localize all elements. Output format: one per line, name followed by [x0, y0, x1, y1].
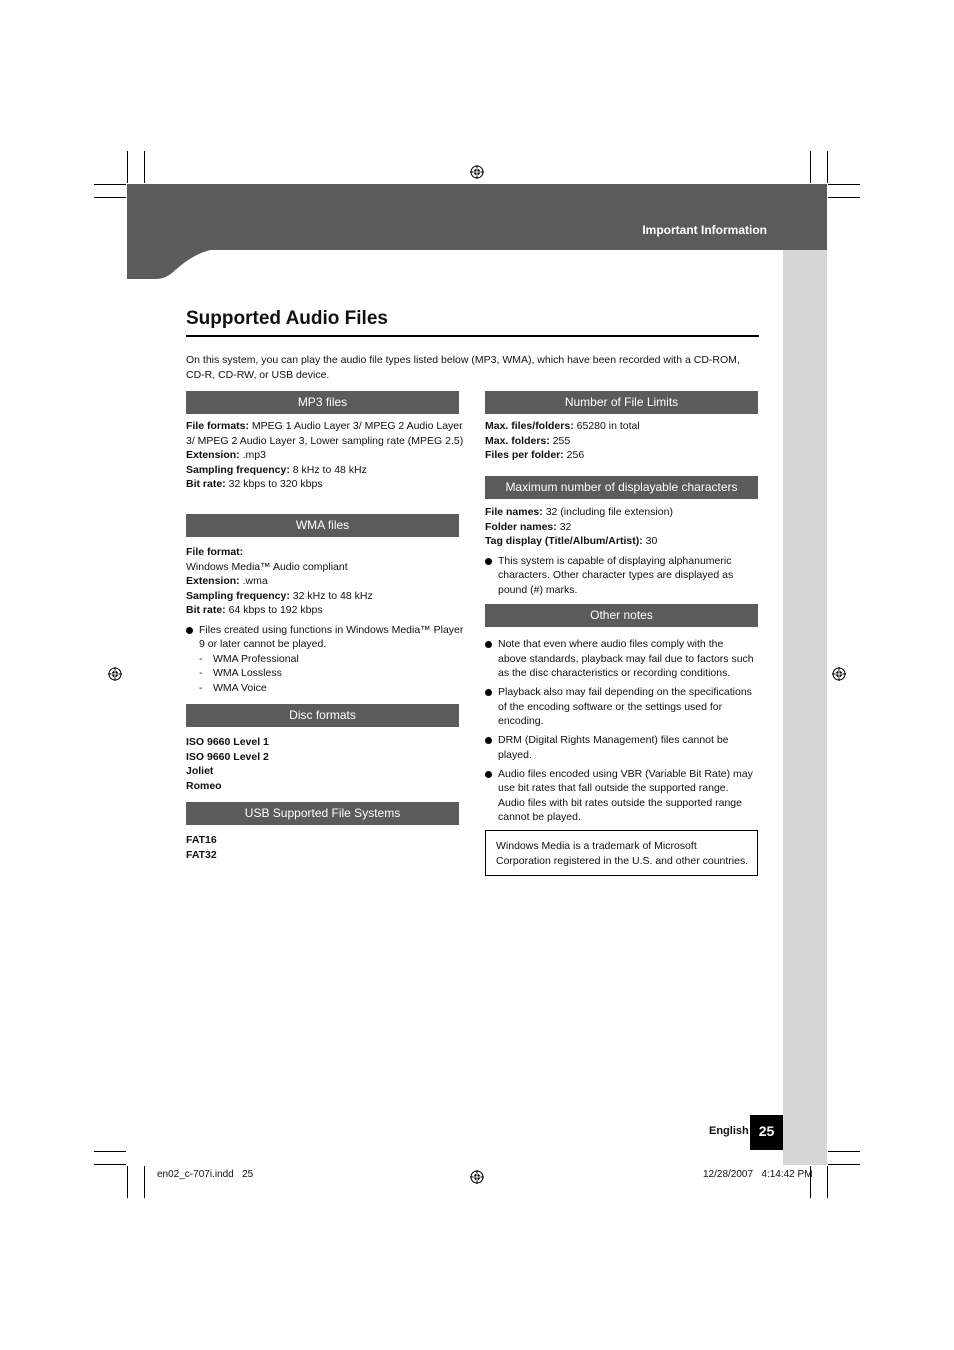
- disc-format-item: ISO 9660 Level 1: [186, 736, 269, 748]
- note-line: as the disc characteristics or recording conditions.: [498, 667, 731, 679]
- spec-value: 65280 in total: [573, 420, 640, 432]
- spec-value: 32 kHz to 48 kHz: [289, 589, 373, 602]
- spec-label: Max. folders:: [485, 434, 550, 447]
- disc-formats-list: [186, 735, 386, 793]
- usb-heading: USB Supported File Systems: [186, 802, 459, 825]
- wma-excluded-item: - WMA Voice: [199, 681, 267, 694]
- spec-label: Max. files/folders:: [485, 420, 574, 432]
- disc-format-item: Romeo: [186, 779, 222, 792]
- spec-label: File formats:: [186, 420, 250, 432]
- crop-mark: [94, 197, 126, 198]
- other-notes-heading: Other notes: [485, 604, 758, 627]
- note-line: above standards, playback may fail due to factors such: [498, 652, 754, 665]
- spec-label: File names:: [485, 506, 543, 518]
- wma-specs: [186, 545, 466, 695]
- trademark-line: Corporation registered in the U.S. and other countries.: [496, 854, 749, 867]
- chars-specs: [485, 505, 765, 597]
- spec-value: 30: [642, 535, 658, 547]
- bullet-icon: [485, 771, 492, 778]
- spec-value: 3/ MPEG 2 Audio Layer 3, Lower sampling rate (MPEG 2.5): [186, 434, 464, 447]
- note-line: played.: [498, 748, 532, 761]
- side-thumb-bar: [783, 250, 827, 1165]
- footer-timestamp: 12/28/2007 4:14:42 PM: [703, 1169, 813, 1180]
- note-line: encoding.: [498, 715, 544, 727]
- registration-mark-icon: [832, 667, 846, 681]
- title-rule: [186, 335, 759, 337]
- chars-note: [485, 554, 765, 598]
- spec-value: .wma: [239, 575, 268, 587]
- other-note: [485, 767, 765, 825]
- other-note: [485, 733, 765, 762]
- note-line: characters. Other character types are displayed as: [498, 569, 734, 581]
- crop-mark: [810, 151, 811, 183]
- wma-excluded-item: - WMA Lossless: [199, 667, 282, 679]
- registration-mark-icon: [108, 667, 122, 681]
- wma-note: [186, 623, 466, 652]
- spec-value: .mp3: [239, 449, 266, 461]
- note-line: Files created using functions in Windows Media™ Player: [199, 623, 464, 636]
- note-line: 9 or later cannot be played.: [199, 638, 327, 650]
- usb-filesystems-list: [186, 833, 386, 862]
- crop-mark: [144, 1166, 145, 1198]
- note-line: cannot be played.: [498, 811, 581, 823]
- disc-heading: Disc formats: [186, 704, 459, 727]
- spec-label: Sampling frequency:: [186, 463, 290, 476]
- crop-mark: [827, 151, 828, 183]
- other-note: [485, 637, 765, 681]
- spec-label: Sampling frequency:: [186, 589, 290, 602]
- other-note: [485, 685, 765, 729]
- bullet-icon: [485, 558, 492, 565]
- note-line: Audio files encoded using VBR (Variable Bit Rate) may: [498, 767, 753, 780]
- spec-label: Bit rate:: [186, 604, 226, 616]
- note-line: DRM (Digital Rights Management) files cannot be: [498, 734, 729, 746]
- spec-label: Extension:: [186, 575, 240, 587]
- usb-filesystem-item: FAT16: [186, 834, 217, 846]
- excluded-format: WMA Lossless: [213, 667, 282, 679]
- mp3-specs: [186, 419, 466, 492]
- limits-specs: [485, 419, 765, 463]
- crop-mark: [828, 1151, 860, 1152]
- excluded-format: WMA Professional: [213, 652, 299, 665]
- note-line: use bit rates that fall outside the supported range.: [498, 782, 729, 794]
- spec-label: Files per folder:: [485, 449, 564, 461]
- intro-paragraph: On this system, you can play the audio file types listed below (MP3, WMA), which have been recorded with a CD-ROM, CD-R, CD-RW, or USB device.: [186, 354, 740, 381]
- registration-mark-icon: [470, 1170, 484, 1184]
- spec-label: Bit rate:: [186, 478, 226, 490]
- header-band: [127, 184, 827, 250]
- spec-value: 64 kbps to 192 kbps: [225, 604, 323, 616]
- header-tab-decoration: [127, 249, 217, 279]
- bullet-icon: [485, 641, 492, 648]
- section-title: Important Information: [642, 223, 767, 237]
- note-line: of the encoding software or the settings used for: [498, 700, 723, 713]
- mp3-heading: MP3 files: [186, 391, 459, 414]
- note-line: Note that even where audio files comply with the: [498, 638, 724, 650]
- disc-format-item: ISO 9660 Level 2: [186, 750, 269, 763]
- chars-heading: Maximum number of displayable characters: [485, 476, 758, 499]
- crop-mark: [828, 184, 860, 185]
- language-label: English: [709, 1125, 749, 1137]
- trademark-notice: [485, 830, 758, 876]
- crop-mark: [828, 1164, 860, 1165]
- registration-mark-icon: [470, 165, 484, 179]
- spec-value: MPEG 1 Audio Layer 3/ MPEG 2 Audio Layer: [249, 420, 463, 432]
- crop-mark: [127, 1166, 128, 1198]
- page-number: 25: [750, 1115, 783, 1150]
- crop-mark: [94, 184, 126, 185]
- footer-filename: en02_c-707i.indd 25: [157, 1169, 254, 1180]
- other-notes-list: [485, 637, 765, 825]
- spec-label: Tag display (Title/Album/Artist):: [485, 535, 643, 547]
- note-line: This system is capable of displaying alphanumeric: [498, 554, 732, 567]
- page-title: Supported Audio Files: [186, 308, 388, 329]
- crop-mark: [94, 1151, 126, 1152]
- crop-mark: [127, 151, 128, 183]
- crop-mark: [828, 197, 860, 198]
- spec-value: 8 kHz to 48 kHz: [289, 463, 367, 476]
- spec-label: Folder names:: [485, 520, 557, 533]
- usb-filesystem-item: FAT32: [186, 848, 217, 861]
- spec-value: 256: [563, 449, 585, 461]
- wma-heading: WMA files: [186, 514, 459, 537]
- trademark-line: Windows Media is a trademark of Microsoft: [496, 840, 697, 852]
- disc-format-item: Joliet: [186, 765, 214, 777]
- note-line: Playback also may fail depending on the specifications: [498, 686, 752, 698]
- spec-label: File format:: [186, 546, 244, 558]
- spec-label: Extension:: [186, 449, 240, 461]
- crop-mark: [144, 151, 145, 183]
- crop-mark: [827, 1166, 828, 1198]
- bullet-icon: [485, 689, 492, 696]
- spec-value: 32 kbps to 320 kbps: [225, 478, 323, 490]
- wma-excluded-item: - WMA Professional: [199, 652, 299, 665]
- crop-mark: [94, 1164, 126, 1165]
- spec-value: 255: [549, 434, 571, 447]
- bullet-icon: [186, 627, 193, 634]
- spec-value: Windows Media™ Audio compliant: [186, 560, 348, 573]
- note-line: Audio files with bit rates outside the supported range: [498, 796, 742, 809]
- spec-value: 32 (including file extension): [542, 506, 673, 518]
- note-line: pound (#) marks.: [498, 583, 578, 596]
- limits-heading: Number of File Limits: [485, 391, 758, 414]
- bullet-icon: [485, 737, 492, 744]
- excluded-format: WMA Voice: [213, 681, 267, 694]
- spec-value: 32: [556, 520, 572, 533]
